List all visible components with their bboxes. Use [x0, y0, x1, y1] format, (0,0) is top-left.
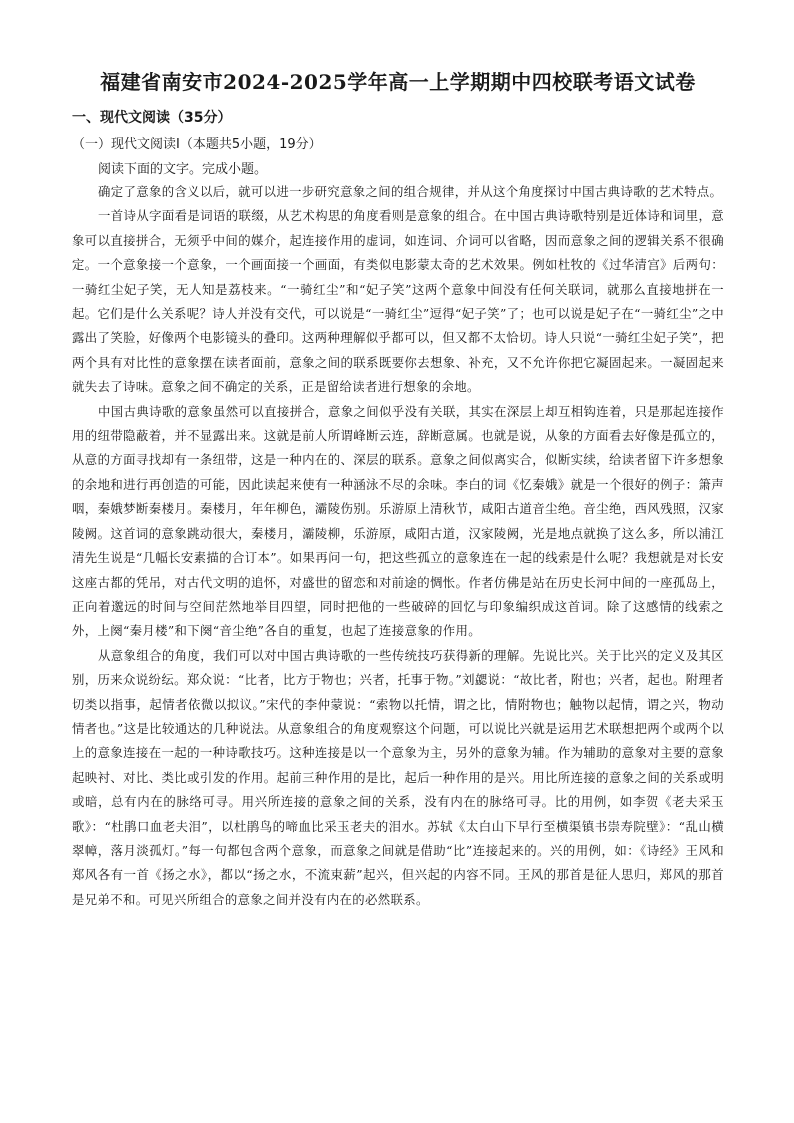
reading-instruction: 阅读下面的文字。完成小题。: [98, 162, 268, 177]
passage-paragraph: 确定了意象的含义以后，就可以进一步研究意象之间的组合规律，并从这个角度探讨中国古典诗歌的艺术特点。: [98, 184, 723, 199]
passage-paragraph: 中国古典诗歌的意象虽然可以直接拼合，意象之间似乎没有关联，其实在深层上却互相钩连着，只是那起连接作用的纽带隐蔽着，并不显露出来。这就是前人所谓峰断云连，辞断意属。也就是说，从象的方面看去好像是孤立的，从意的方面寻找却有一条纽带，这是一种内在的、深层的联系。意象之间似离实合，似断实续，给读者留下许多想象的余地和进行再创造的可能，因此读起来使有一种涵泳不尽的余味。李白的词《忆秦娥》就是一个很好的例子：箫声咽，秦娥梦断秦楼月。秦楼月，年年柳色，灞陵伤别。乐游原上清秋节，咸阳古道音尘绝。音尘绝，西风残照，汉家陵阙。这首词的意象跳动很大，秦楼月，灞陵柳，乐游原，咸阳古道，汉家陵阙，光是地点就换了这么多，所以浦江清先生说是“几幅长安素描的合订本”。如果再问一句，把这些孤立的意象连在一起的线索是什么呢？我想就是对长安这座古都的凭吊，对古代文明的追怀，对盛世的留恋和对前途的惆怅。作者仿佛是站在历史长河中间的一座孤岛上，正向着邈远的时间与空间茫然地举目四望，同时把他的一些破碎的回忆与印象编织成这首词。除了这感情的线索之外，上阕“秦月楼”和下阕“音尘绝”各自的重复，也起了连接意象的作用。: [72, 403, 724, 639]
exam-title: 福建省南安市2024-2025学年高一上学期期中四校联考语文试卷: [100, 70, 696, 94]
section-heading: 一、现代文阅读（35分）: [72, 110, 232, 126]
passage-paragraph: 从意象组合的角度，我们可以对中国古典诗歌的一些传统技巧获得新的理解。先说比兴。关于比兴的定义及其区别，历来众说纷纭。郑众说：“比者，比方于物也；兴者，托事于物。”刘勰说：“故比者，附也；兴者，起也。附理者切类以指事，起情者依微以拟议。”宋代的李仲蒙说：“索物以托情，谓之比，情附物也；触物以起情，谓之兴，物动情者也。”这是比较通达的几种说法。从意象组合的角度观察这个问题，可以说比兴就是运用艺术联想把两个或两个以上的意象连接在一起的一种诗歌技巧。这种连接是以一个意象为主，另外的意象为辅。作为辅助的意象对主要的意象起映衬、对比、类比或引发的作用。起前三种作用的是比，起后一种作用的是兴。用比所连接的意象之间的关系或明或暗，总有内在的脉络可寻。用兴所连接的意象之间的关系，没有内在的脉络可寻。比的用例，如李贺《老夫采玉歌》：“杜鹃口血老夫泪”，以杜鹃鸟的啼血比采玉老夫的泪水。苏轼《太白山下早行至横渠镇书崇寿院壁》：“乱山横翠幛，落月淡孤灯。”每一句都包含两个意象，而意象之间就是借助“比”连接起来的。兴的用例，如：《诗经》王风和郑风各有一首《扬之水》，都以“扬之水，不流束薪”起兴，但兴起的内容不同。王风的那首是征人思归，郑风的那首是兄弟不和。可见兴所组合的意象之间并没有内在的必然联系。: [72, 647, 724, 907]
reading-passage: [72, 180, 724, 912]
passage-paragraph: 一首诗从字面看是词语的联缀，从艺术构思的角度看则是意象的组合。在中国古典诗歌特别是近体诗和词里，意象可以直接拼合，无须乎中间的媒介，起连接作用的虚词，如连词、介词可以省略，因而意象之间的逻辑关系不很确定。一个意象接一个意象，一个画面接一个画面，有类似电影蒙太奇的艺术效果。例如杜牧的《过华清宫》后两句：一骑红尘妃子笑，无人知是荔枝来。“一骑红尘”和“妃子笑”这两个意象中间没有任何关联词，就那么直接地拼在一起。它们是什么关系呢？诗人并没有交代，可以说是“一骑红尘”逗得“妃子笑”了；也可以说是妃子在“一骑红尘”之中露出了笑脸，好像两个电影镜头的叠印。这两种理解似乎都可以，但又都不太恰切。诗人只说“一骑红尘妃子笑”，把两个具有对比性的意象摆在读者面前，意象之间的联系既要你去想象、补充，又不允许你把它凝固起来。一凝固起来就失去了诗味。意象之间不确定的关系，正是留给读者进行想象的余地。: [72, 208, 724, 395]
sub-section-heading: （一）现代文阅读Ⅰ（本题共5小题，19分）: [72, 137, 322, 152]
